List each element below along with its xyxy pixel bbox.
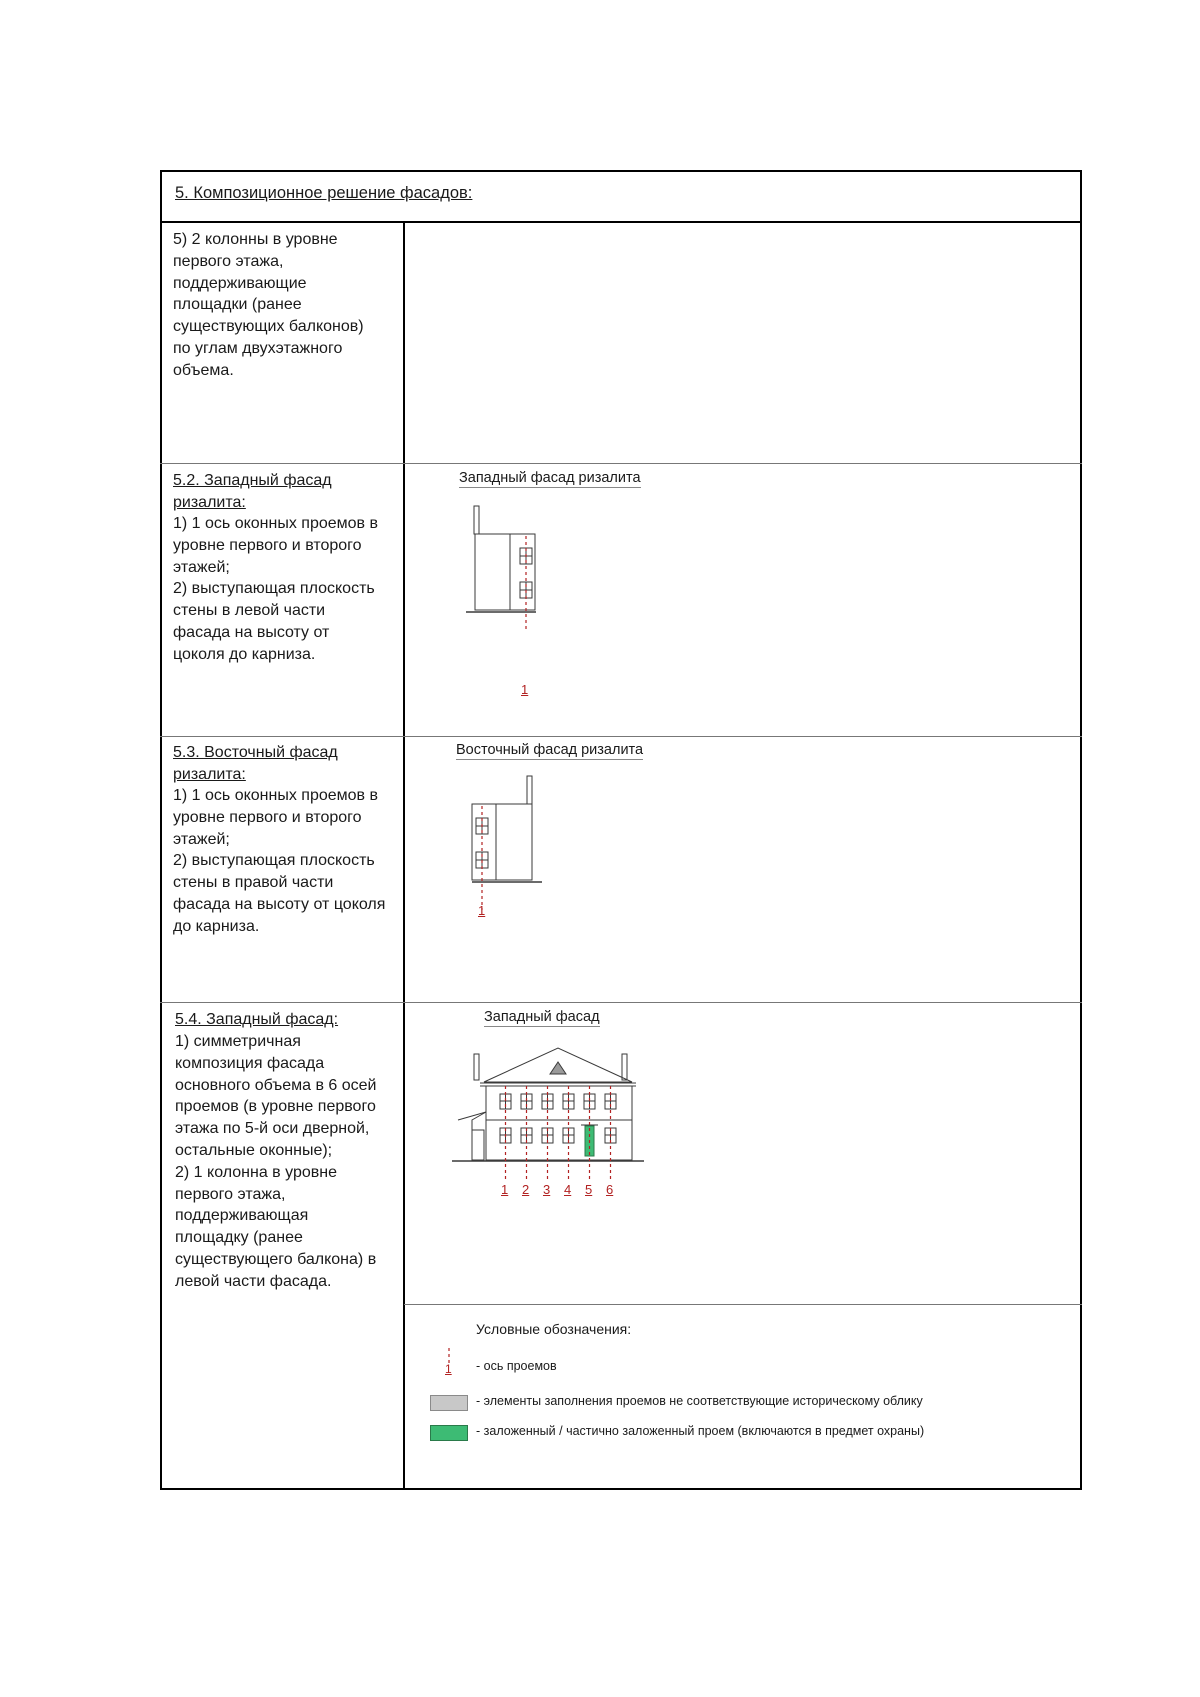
section-title: 5. Композиционное решение фасадов:	[175, 184, 473, 202]
row3-drawing-title: Восточный фасад ризалита	[456, 742, 644, 758]
legend-title: Условные обозначения:	[476, 1321, 632, 1337]
table-border-bottom	[160, 1488, 1082, 1490]
table-border-left	[160, 170, 162, 1490]
lower-windows	[500, 1128, 616, 1143]
row-divider-3	[160, 1002, 1082, 1003]
axis-label-2: 2	[522, 1182, 530, 1197]
row4-drawing-title: Западный фасад	[484, 1009, 600, 1025]
west-risalit-drawing	[460, 500, 560, 700]
row-divider-2	[160, 736, 1082, 737]
legend-divider	[404, 1304, 1082, 1305]
row3-axis-label: 1	[478, 903, 486, 918]
legend-axis-sample-label: 1	[445, 1362, 452, 1376]
axis-label-4: 4	[564, 1182, 572, 1197]
row4-body: 1) симметричная композиция фасада основного объема в 6 осей проемов (в уровне первого этажа по 5-й оси дверной, остальные оконные); 2) 1 колонна в уровне первого этажа, поддерживающая площадку (ранее существующего балкона) в левой части фасада.	[175, 1033, 377, 1290]
column-divider	[403, 222, 405, 1488]
row-divider-1	[160, 463, 1082, 464]
axis-label-3: 3	[543, 1182, 551, 1197]
axis-label-1: 1	[501, 1182, 509, 1197]
table-border-right	[1080, 170, 1082, 1490]
row2-drawing-title: Западный фасад ризалита	[459, 470, 641, 486]
legend-item-axis: - ось проемов	[476, 1359, 557, 1373]
row-divider-header	[160, 221, 1082, 223]
row1-body: 5) 2 колонны в уровне первого этажа, поддерживающие площадки (ранее существующих балконов) по углам двухэтажного объема.	[173, 231, 364, 379]
green-swatch	[430, 1425, 468, 1441]
wall	[472, 804, 532, 880]
axis-label-6: 6	[606, 1182, 614, 1197]
upper-windows	[500, 1094, 616, 1109]
chimney	[474, 506, 479, 534]
row2-body: 1) 1 ось оконных проемов в уровне первого и второго этажей; 2) выступающая плоскость стены в левой части фасада на высоту от цоколя до карниза.	[173, 515, 378, 663]
row2-heading: 5.2. Западный фасад ризалита:	[173, 472, 332, 511]
row4-heading: 5.4. Западный фасад:	[175, 1011, 339, 1028]
legend-item-gray: - элементы заполнения проемов не соответствующие историческому облику	[476, 1394, 923, 1408]
row3-body: 1) 1 ось оконных проемов в уровне первого и второго этажей; 2) выступающая плоскость стены в правой части фасада на высоту от цоколя до карниза.	[173, 787, 386, 935]
row3-heading: 5.3. Восточный фасад ризалита:	[173, 744, 338, 783]
pediment-ornament	[550, 1062, 566, 1074]
legend-item-green: - заложенный / частично заложенный проем (включаются в предмет охраны)	[476, 1424, 925, 1438]
table-border-top	[160, 170, 1082, 172]
row2-axis-label: 1	[521, 682, 529, 697]
axis-label-5: 5	[585, 1182, 593, 1197]
chimney	[527, 776, 532, 804]
gray-swatch	[430, 1395, 468, 1411]
